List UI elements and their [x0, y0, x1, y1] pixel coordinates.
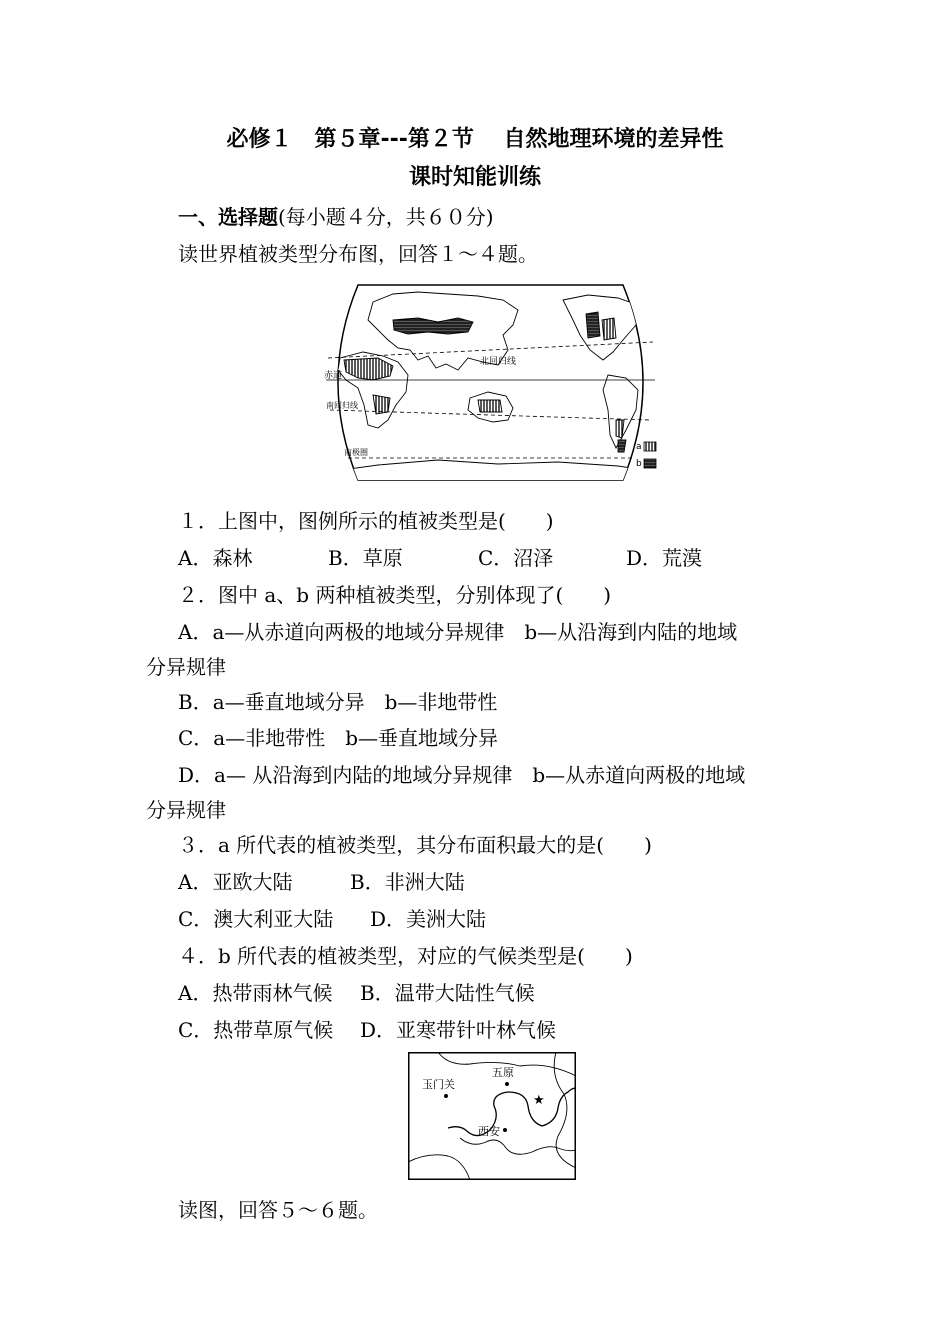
wuyuan-point — [505, 1082, 509, 1086]
q1-option-b: B．草原 — [328, 546, 403, 570]
question-3-stem: ３．a 所代表的植被类型，其分布面积最大的是( ) — [178, 833, 652, 857]
q4-option-a: A．热带雨林气候 — [178, 981, 333, 1005]
q1-option-d: D．荒漠 — [626, 546, 703, 570]
star-icon: ★ — [533, 1093, 545, 1108]
q2-option-d-cont: 分异规律 — [146, 798, 226, 822]
question-1-stem: １．上图中，图例所示的植被类型是( ) — [178, 509, 554, 533]
vegetation-a-australia — [478, 400, 502, 412]
yumenguan-point — [444, 1094, 448, 1098]
intro-text-2: 读图，回答５～６题。 — [178, 1198, 378, 1222]
xian-point — [503, 1128, 507, 1132]
q3-option-c: C．澳大利亚大陆 — [178, 907, 334, 931]
xian-label: 西安 — [478, 1125, 500, 1138]
legend-a-label: a — [636, 442, 642, 452]
q2-option-a-cont: 分异规律 — [146, 655, 226, 679]
tropic-south-label: 南回归线 — [326, 401, 358, 410]
vegetation-b-n-america — [586, 312, 600, 338]
q4-option-c: C．热带草原气候 — [178, 1018, 334, 1042]
page-title: 必修１ 第５章---第２节 自然地理环境的差异性 — [226, 127, 724, 152]
wuyuan-label: 五原 — [492, 1066, 514, 1079]
legend-b-swatch — [644, 459, 656, 468]
section-note: (每小题４分，共６０分) — [278, 205, 494, 229]
q2-option-b: B．a—垂直地域分异 b—非地带性 — [178, 690, 498, 714]
section-title: 一、选择题 — [178, 205, 278, 229]
legend-a-swatch — [644, 442, 656, 451]
antarctic-label: 南极圈 — [344, 448, 368, 457]
question-4-stem: ４．b 所代表的植被类型，对应的气候类型是( ) — [178, 944, 633, 968]
section-heading — [178, 201, 494, 230]
equator-label: 赤道 — [324, 371, 343, 381]
world-vegetation-map — [318, 280, 663, 485]
intro-text-1: 读世界植被类型分布图，回答１～４题。 — [178, 242, 538, 266]
tropic-north-label: 北回归线 — [480, 357, 517, 367]
legend-b-label: b — [636, 459, 642, 469]
q3-option-b: B．非洲大陆 — [350, 870, 465, 894]
question-2-stem: ２．图中 a、b 两种植被类型，分别体现了( ) — [178, 583, 612, 607]
vegetation-a-n-america — [602, 318, 616, 340]
q2-option-c: C．a—非地带性 b—垂直地域分异 — [178, 726, 499, 750]
yumenguan-label: 玉门关 — [422, 1078, 455, 1091]
page-subtitle: 课时知能训练 — [408, 165, 541, 190]
q1-option-c: C．沼泽 — [478, 546, 554, 570]
q2-option-d: D．a— 从沿海到内陆的地域分异规律 b—从赤道向两极的地域 — [178, 763, 746, 787]
q4-option-d: D．亚寒带针叶林气候 — [360, 1018, 557, 1042]
q4-option-b: B．温带大陆性气候 — [360, 981, 535, 1005]
china-map — [408, 1052, 576, 1180]
q3-option-a: A．亚欧大陆 — [178, 870, 293, 894]
q2-option-a: A．a—从赤道向两极的地域分异规律 b—从沿海到内陆的地域 — [178, 620, 738, 644]
q3-option-d: D．美洲大陆 — [370, 907, 487, 931]
q1-option-a: A．森林 — [178, 546, 253, 570]
